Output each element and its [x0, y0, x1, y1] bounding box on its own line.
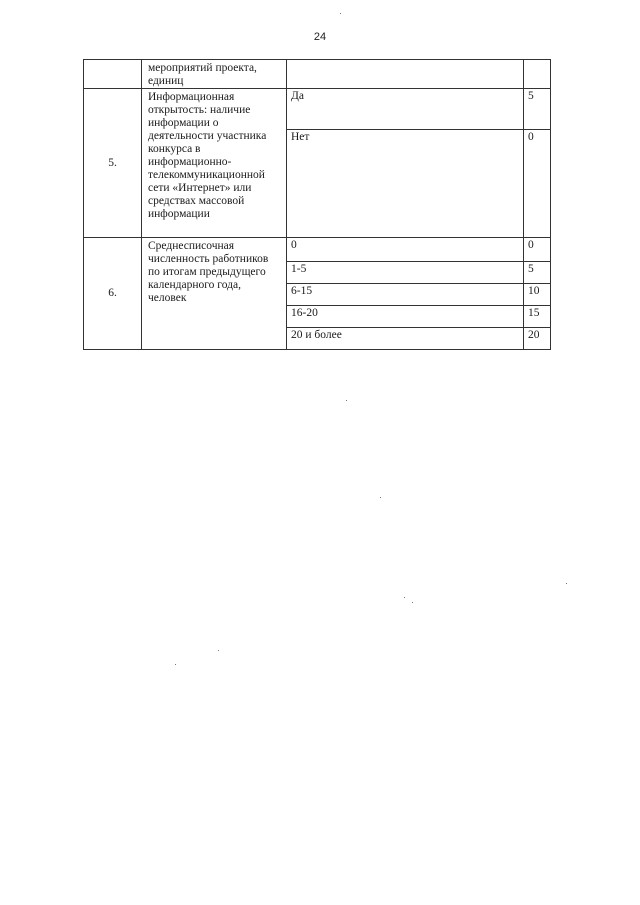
- option-score: 10: [524, 284, 551, 306]
- option-label: 6-15: [287, 284, 524, 306]
- row-number: 5.: [84, 89, 142, 238]
- scan-speck: [412, 602, 413, 603]
- option-score: 5: [524, 262, 551, 284]
- scan-speck: [380, 497, 381, 498]
- criterion-cell: Среднесписочная численность работников по итогам предыдущего календарного года, человек: [142, 238, 287, 350]
- option-score: 15: [524, 306, 551, 328]
- scan-speck: [340, 13, 341, 14]
- row-number: 6.: [84, 238, 142, 350]
- option-label: Да: [287, 89, 524, 130]
- table-row: [84, 89, 551, 130]
- option-score: 0: [524, 130, 551, 238]
- option-score: 0: [524, 238, 551, 262]
- scan-speck: [218, 650, 219, 651]
- scan-speck: [404, 597, 405, 598]
- table-row-continuation: [84, 60, 551, 89]
- scan-speck: [346, 400, 347, 401]
- option-label: 20 и более: [287, 328, 524, 350]
- table-row: [84, 238, 551, 262]
- option-label: Нет: [287, 130, 524, 238]
- page-number: 24: [313, 31, 327, 43]
- option-label: 1-5: [287, 262, 524, 284]
- number-cell-empty: [84, 60, 142, 89]
- score-cell-empty: [524, 60, 551, 89]
- option-label: 0: [287, 238, 524, 262]
- criteria-table: [83, 59, 551, 350]
- scan-speck: [175, 664, 176, 665]
- scan-speck: [566, 583, 567, 584]
- criterion-cell: мероприятий проекта, единиц: [142, 60, 287, 89]
- criterion-cell: Информационная открытость: наличие информации о деятельности участника конкурса в информационно-телекоммуникационной сети «Интернет» или средствах массовой информации: [142, 89, 287, 238]
- option-score: 5: [524, 89, 551, 130]
- option-label: 16-20: [287, 306, 524, 328]
- option-score: 20: [524, 328, 551, 350]
- option-cell-empty: [287, 60, 524, 89]
